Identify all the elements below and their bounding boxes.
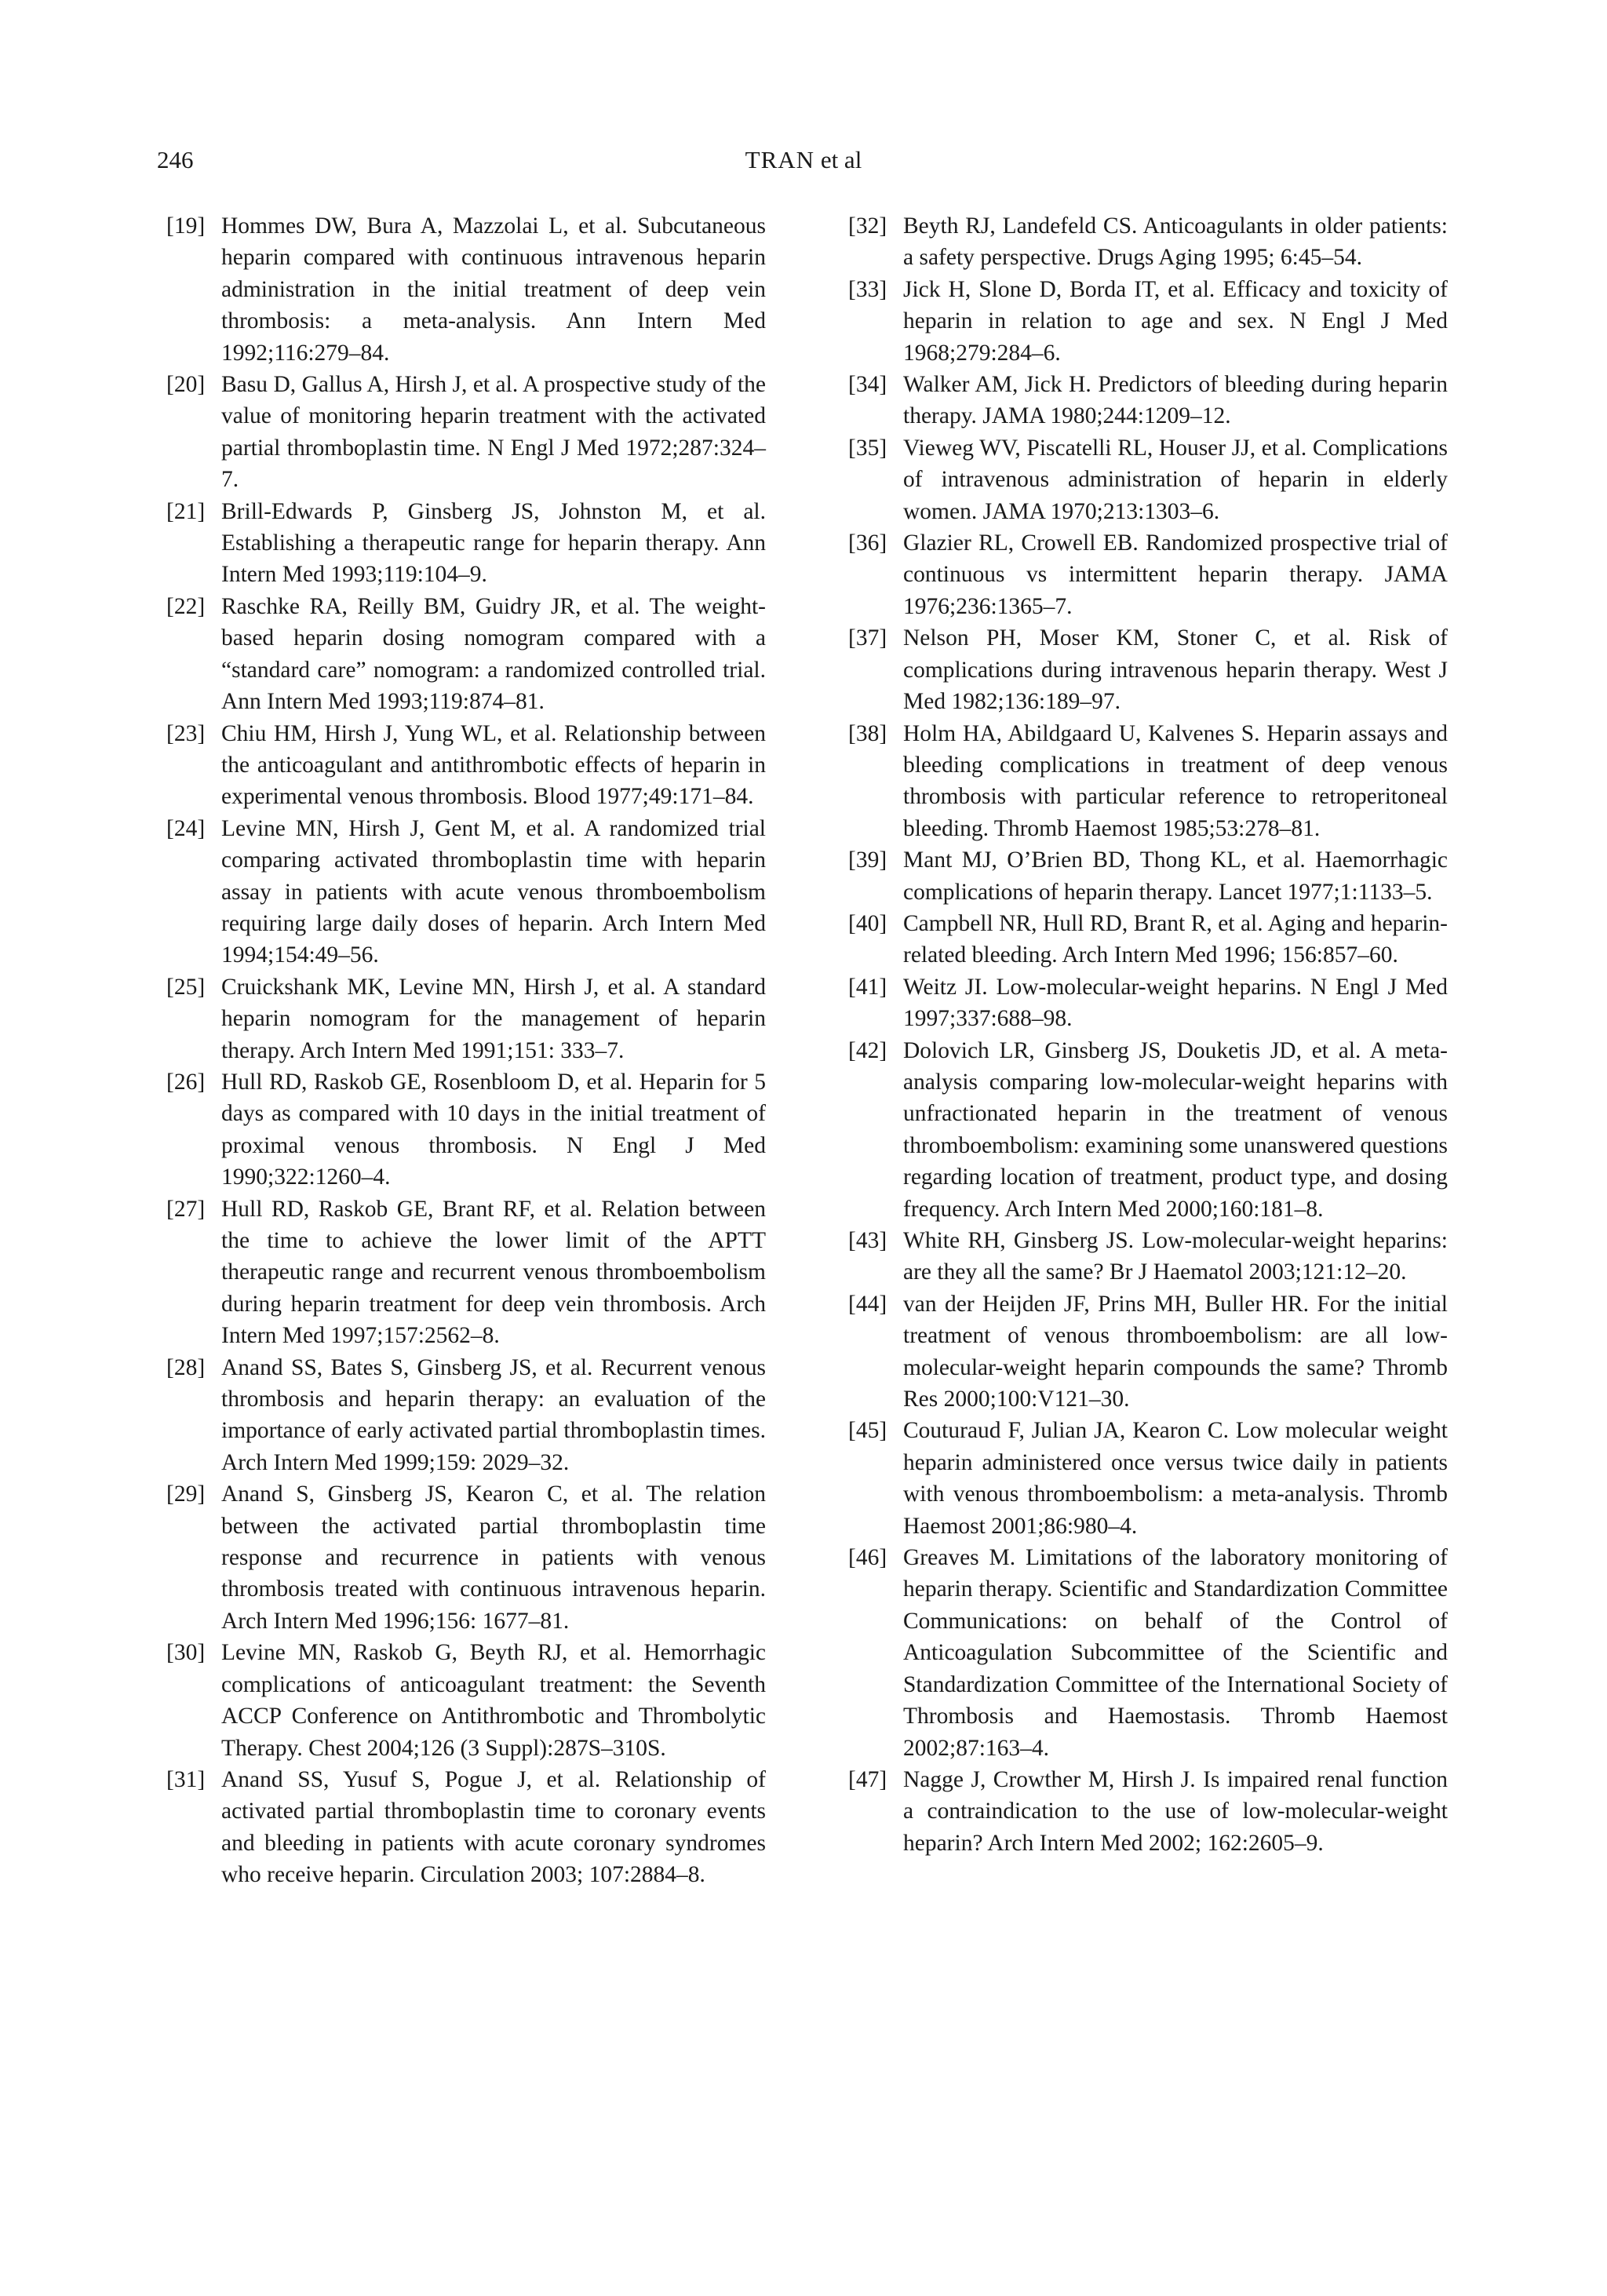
reference-number: [37] (848, 625, 887, 651)
reference-number: [39] (848, 847, 887, 873)
reference-text: Mant MJ, O’Brien BD, Thong KL, et al. Haemorrhagic complications of heparin therapy. Lancet 1977;1:1133–5. (903, 847, 1448, 905)
reference-entry (166, 1637, 766, 1764)
reference-entry (848, 844, 1448, 908)
reference-number: [26] (166, 1069, 206, 1095)
reference-entry (166, 1478, 766, 1637)
reference-entry (848, 971, 1448, 1035)
reference-entry (166, 369, 766, 496)
reference-number: [41] (848, 974, 887, 1000)
reference-text: Levine MN, Raskob G, Beyth RJ, et al. Hemorrhagic complications of anticoagulant treatment: the Seventh ACCP Conference on Antithrombotic and Thrombolytic Therapy. Chest 2004;126 (3 Suppl):287S–310S. (221, 1640, 766, 1761)
reference-number: [22] (166, 593, 206, 619)
reference-number: [24] (166, 815, 206, 841)
reference-text: Anand SS, Bates S, Ginsberg JS, et al. Recurrent venous thrombosis and heparin therapy: an evaluation of the importance of early activated partial thromboplastin times. Arch Intern Med 1999;159: 2029–32. (221, 1354, 766, 1475)
reference-text: Nelson PH, Moser KM, Stoner C, et al. Risk of complications during intravenous heparin therapy. West J Med 1982;136:189–97. (903, 625, 1448, 715)
reference-entry (848, 210, 1448, 274)
reference-number: [35] (848, 435, 887, 461)
reference-text: Jick H, Slone D, Borda IT, et al. Efficacy and toxicity of heparin in relation to age and sex. N Engl J Med 1968;279:284–6. (903, 276, 1448, 366)
reference-text: Vieweg WV, Piscatelli RL, Houser JJ, et al. Complications of intravenous administration of heparin in elderly women. JAMA 1970;213:1303–6. (903, 435, 1448, 524)
reference-entry (166, 496, 766, 591)
reference-number: [30] (166, 1640, 206, 1666)
reference-entry (166, 1066, 766, 1194)
reference-text: Brill-Edwards P, Ginsberg JS, Johnston M, et al. Establishing a therapeutic range for heparin therapy. Ann Intern Med 1993;119:104–9. (221, 498, 766, 588)
reference-text: Anand S, Ginsberg JS, Kearon C, et al. The relation between the activated partial thromboplastin time response and recurrence in patients with venous thrombosis treated with continuous intravenous heparin. Arch Intern Med 1996;156: 1677–81. (221, 1481, 766, 1634)
reference-text: Hommes DW, Bura A, Mazzolai L, et al. Subcutaneous heparin compared with continuous intravenous heparin administration in the initial treatment of deep vein thrombosis: a meta-analysis. Ann Intern Med 1992;116:279–84. (221, 213, 766, 366)
reference-entry (848, 274, 1448, 369)
running-head (0, 146, 1607, 174)
reference-entry (166, 718, 766, 813)
reference-text: Hull RD, Raskob GE, Brant RF, et al. Relation between the time to achieve the lower limit of the APTT therapeutic range and recurrent venous thromboembolism during heparin treatment for deep vein thrombosis. Arch Intern Med 1997;157:2562–8. (221, 1196, 766, 1349)
page-number: 246 (157, 146, 194, 173)
reference-text: Nagge J, Crowther M, Hirsh J. Is impaired renal function a contraindication to the use of low-molecular-weight heparin? Arch Intern Med 2002; 162:2605–9. (903, 1766, 1448, 1856)
reference-text: Walker AM, Jick H. Predictors of bleeding during heparin therapy. JAMA 1980;244:1209–12. (903, 372, 1448, 429)
reference-text: Hull RD, Raskob GE, Rosenbloom D, et al. Heparin for 5 days as compared with 10 days in the initial treatment of proximal venous thrombosis. N Engl J Med 1990;322:1260–4. (221, 1069, 766, 1190)
reference-entry (166, 210, 766, 369)
reference-column-right (848, 210, 1448, 1859)
reference-number: [23] (166, 720, 206, 746)
reference-number: [38] (848, 720, 887, 746)
reference-number: [43] (848, 1228, 887, 1253)
reference-text: Anand SS, Yusuf S, Pogue J, et al. Relationship of activated partial thromboplastin time to coronary events and bleeding in patients with acute coronary syndromes who receive heparin. Circulation 2003; 107:2884–8. (221, 1766, 766, 1888)
reference-number: [44] (848, 1291, 887, 1317)
reference-number: [36] (848, 530, 887, 556)
reference-number: [40] (848, 910, 887, 936)
reference-entry (166, 1764, 766, 1891)
reference-entry (848, 432, 1448, 527)
reference-entry (166, 1352, 766, 1479)
reference-entry (848, 622, 1448, 717)
running-head-suffix: et al (814, 146, 862, 173)
reference-entry (848, 369, 1448, 432)
reference-entry (848, 1225, 1448, 1288)
reference-number: [31] (166, 1766, 206, 1792)
reference-number: [47] (848, 1766, 887, 1792)
reference-number: [33] (848, 276, 887, 302)
reference-number: [32] (848, 213, 887, 239)
reference-text: Basu D, Gallus A, Hirsh J, et al. A prospective study of the value of monitoring heparin treatment with the activated partial thromboplastin time. N Engl J Med 1972;287:324–7. (221, 372, 766, 493)
reference-text: Greaves M. Limitations of the laboratory monitoring of heparin therapy. Scientific and Standardization Committee Communications: on behalf of the Control of Anticoagulation Subcommittee of the Scientific and Standardization Committee of the International Society of Thrombosis and Haemostasis. Thromb Haemost 2002;87:163–4. (903, 1545, 1448, 1761)
reference-number: [46] (848, 1545, 887, 1571)
reference-number: [19] (166, 213, 206, 239)
reference-entry (848, 1288, 1448, 1416)
reference-text: Beyth RJ, Landefeld CS. Anticoagulants in older patients: a safety perspective. Drugs Aging 1995; 6:45–54. (903, 213, 1448, 271)
reference-entry (166, 813, 766, 971)
reference-entry (848, 527, 1448, 622)
reference-entry (848, 908, 1448, 971)
reference-text: Chiu HM, Hirsh J, Yung WL, et al. Relationship between the anticoagulant and antithrombotic effects of heparin in experimental venous thrombosis. Blood 1977;49:171–84. (221, 720, 766, 810)
reference-number: [42] (848, 1037, 887, 1063)
reference-text: Raschke RA, Reilly BM, Guidry JR, et al. The weight-based heparin dosing nomogram compared with a “standard care” nomogram: a randomized controlled trial. Ann Intern Med 1993;119:874–81. (221, 593, 766, 715)
reference-entry (848, 718, 1448, 845)
reference-text: Campbell NR, Hull RD, Brant R, et al. Aging and heparin-related bleeding. Arch Intern Med 1996; 156:857–60. (903, 910, 1448, 968)
reference-text: Weitz JI. Low-molecular-weight heparins. N Engl J Med 1997;337:688–98. (903, 974, 1448, 1032)
reference-column-left (166, 210, 766, 1891)
reference-text: Levine MN, Hirsh J, Gent M, et al. A randomized trial comparing activated thromboplastin time with heparin assay in patients with acute venous thromboembolism requiring large daily doses of heparin. Arch Intern Med 1994;154:49–56. (221, 815, 766, 968)
reference-text: White RH, Ginsberg JS. Low-molecular-weight heparins: are they all the same? Br J Haematol 2003;121:12–20. (903, 1228, 1448, 1285)
reference-entry (848, 1035, 1448, 1225)
reference-entry (166, 591, 766, 718)
running-head-author: TRAN (745, 146, 815, 173)
reference-text: Cruickshank MK, Levine MN, Hirsh J, et al. A standard heparin nomogram for the management of heparin therapy. Arch Intern Med 1991;151: 333–7. (221, 974, 766, 1063)
reference-text: Holm HA, Abildgaard U, Kalvenes S. Heparin assays and bleeding complications in treatment of deep venous thrombosis with particular reference to retroperitoneal bleeding. Thromb Haemost 1985;53:278–81. (903, 720, 1448, 841)
reference-number: [28] (166, 1354, 206, 1380)
reference-number: [21] (166, 498, 206, 524)
reference-text: Glazier RL, Crowell EB. Randomized prospective trial of continuous vs intermittent heparin therapy. JAMA 1976;236:1365–7. (903, 530, 1448, 619)
reference-entry (166, 1194, 766, 1352)
reference-entry (848, 1764, 1448, 1859)
reference-entry (848, 1542, 1448, 1764)
reference-number: [20] (166, 372, 206, 398)
reference-number: [27] (166, 1196, 206, 1222)
reference-number: [45] (848, 1418, 887, 1444)
reference-number: [29] (166, 1481, 206, 1507)
reference-number: [25] (166, 974, 206, 1000)
reference-number: [34] (848, 372, 887, 398)
reference-text: Couturaud F, Julian JA, Kearon C. Low molecular weight heparin administered once versus twice daily in patients with venous thromboembolism: a meta-analysis. Thromb Haemost 2001;86:980–4. (903, 1418, 1448, 1539)
reference-entry (166, 971, 766, 1066)
reference-text: van der Heijden JF, Prins MH, Buller HR. For the initial treatment of venous thromboembolism: are all low-molecular-weight heparin compounds the same? Thromb Res 2000;100:V121–30. (903, 1291, 1448, 1412)
reference-entry (848, 1415, 1448, 1542)
reference-text: Dolovich LR, Ginsberg JS, Douketis JD, et al. A meta-analysis comparing low-molecular-weight heparins with unfractionated heparin in the treatment of venous thromboembolism: examining some unanswered questions regarding location of treatment, product type, and dosing frequency. Arch Intern Med 2000;160:181–8. (903, 1037, 1448, 1222)
